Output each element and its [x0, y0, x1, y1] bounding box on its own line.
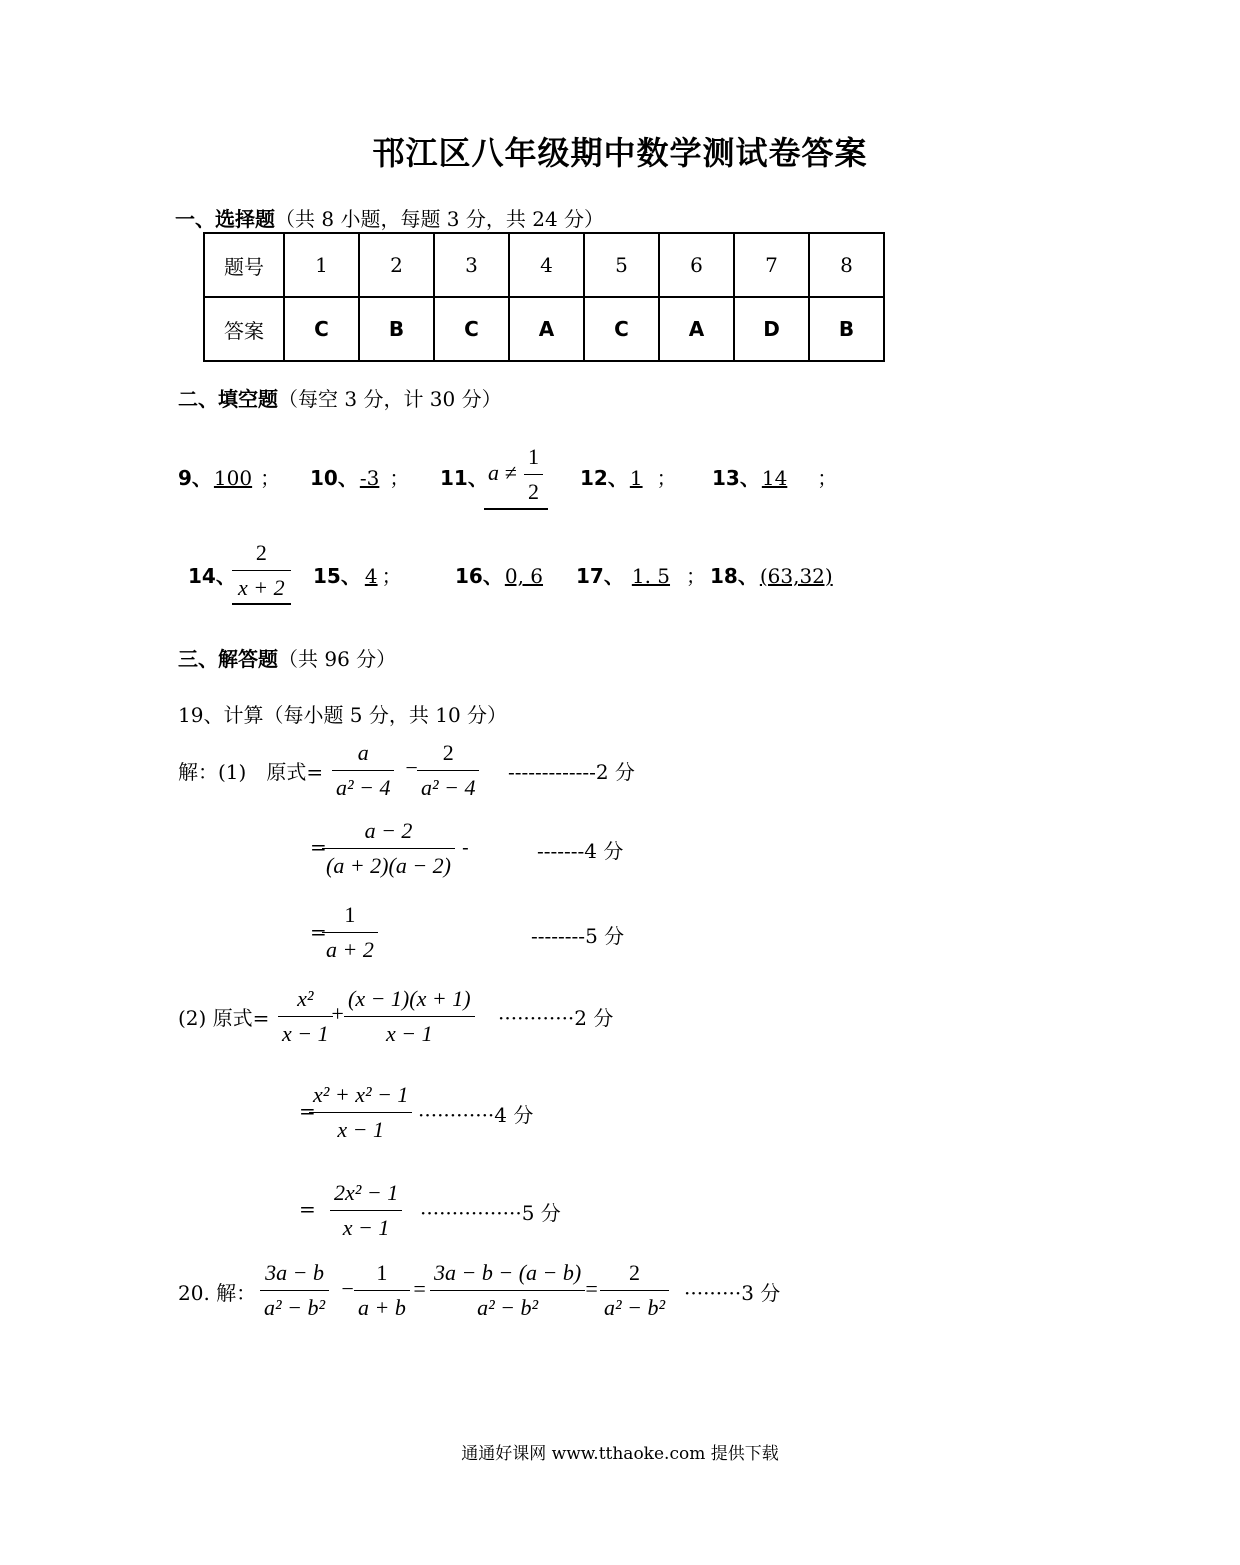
denominator: a² − 4	[332, 770, 394, 801]
q11-lhs: a ≠	[488, 460, 517, 485]
q10-answer: -3	[359, 466, 380, 490]
score: --------5 分	[531, 924, 625, 948]
q16	[455, 560, 563, 589]
q11-den: 2	[524, 474, 543, 505]
question-number: 5	[584, 233, 659, 297]
q17-label: 17、	[576, 564, 624, 588]
answer-cell: C	[434, 297, 509, 361]
equals: =	[310, 835, 327, 859]
denominator: (a + 2)(a − 2)	[322, 848, 455, 879]
q18	[710, 560, 843, 589]
page-title: 邗江区八年级期中数学测试卷答案	[372, 134, 868, 172]
question-number: 4	[509, 233, 584, 297]
footer-credit: 通通好课网 www.tthaoke.com 提供下载	[461, 1444, 779, 1464]
q9	[178, 462, 280, 491]
question-number: 6	[659, 233, 734, 297]
denominator: a² − b²	[430, 1290, 585, 1321]
answer-cell: B	[359, 297, 434, 361]
question-number: 1	[284, 233, 359, 297]
score: ·········3 分	[684, 1281, 781, 1305]
equals: =	[299, 1099, 316, 1123]
equals: =	[299, 1197, 316, 1221]
section3-note: （共 96 分）	[278, 647, 397, 671]
question-number: 3	[434, 233, 509, 297]
denominator: a² − b²	[600, 1290, 669, 1321]
fraction	[278, 986, 333, 1047]
fraction	[332, 740, 394, 801]
q19-p2-label: (2) 原式=	[178, 1006, 270, 1030]
q11-fraction	[524, 444, 543, 505]
q15	[313, 560, 402, 589]
equals: =	[584, 1276, 599, 1301]
numerator: x² + x² − 1	[313, 1082, 409, 1107]
section2-heading: 二、填空题	[178, 387, 278, 411]
fraction	[309, 1082, 412, 1143]
denominator: x − 1	[344, 1016, 475, 1047]
q12	[580, 462, 677, 491]
q18-answer: (63,32)	[759, 564, 833, 588]
score: -------4 分	[537, 839, 624, 863]
q11-label: 11、	[440, 466, 488, 490]
fraction	[260, 1260, 329, 1321]
fraction	[600, 1260, 669, 1321]
denominator: x − 1	[309, 1112, 412, 1143]
denominator: a + 2	[322, 932, 378, 963]
section1-heading: 一、选择题	[175, 207, 275, 231]
answer-cell: C	[284, 297, 359, 361]
equals: =	[310, 920, 327, 944]
denominator: a² − b²	[260, 1290, 329, 1321]
numerator: x²	[297, 986, 314, 1011]
answer-cell: D	[734, 297, 809, 361]
q20-label: 20. 解：	[178, 1281, 257, 1305]
section3-header	[178, 643, 396, 672]
denominator: x − 1	[278, 1016, 333, 1047]
q9-sep: ；	[260, 466, 281, 490]
q13	[712, 462, 837, 491]
answer-table	[203, 232, 885, 362]
q17	[576, 560, 706, 589]
q15-answer: 4	[364, 564, 378, 588]
q16-label: 16、	[455, 564, 503, 588]
fraction	[354, 1260, 410, 1321]
q15-sep: ；	[381, 564, 402, 588]
numerator: 3a − b	[265, 1260, 324, 1285]
q17-answer: 1. 5	[631, 564, 671, 588]
numerator: 1	[376, 1260, 388, 1285]
operator: −	[340, 1276, 355, 1301]
table-row	[204, 233, 884, 297]
table-row	[204, 297, 884, 361]
operator: +	[330, 1001, 345, 1026]
fraction	[417, 740, 479, 801]
q14-answer	[232, 540, 291, 605]
q12-answer: 1	[629, 466, 643, 490]
q10-label: 10、	[310, 466, 358, 490]
q11	[440, 462, 488, 491]
q9-label: 9、	[178, 466, 212, 490]
section2-header	[178, 383, 502, 412]
q11-answer	[484, 444, 548, 510]
row-label-answer: 答案	[204, 297, 284, 361]
q14-num: 2	[255, 540, 267, 565]
numerator: 2	[442, 740, 454, 765]
q16-answer: 0, 6	[504, 564, 544, 588]
question-number: 7	[734, 233, 809, 297]
q13-label: 13、	[712, 466, 760, 490]
numerator: 3a − b − (a − b)	[434, 1260, 582, 1285]
q11-num: 1	[528, 444, 539, 469]
q14	[188, 560, 236, 589]
score: -------------2 分	[508, 760, 635, 784]
answer-cell: B	[809, 297, 884, 361]
answer-cell: A	[659, 297, 734, 361]
equals: =	[412, 1276, 427, 1301]
q14-den: x + 2	[232, 570, 291, 601]
numerator: a	[357, 740, 369, 765]
fraction	[430, 1260, 585, 1321]
q13-sep: ；	[817, 466, 838, 490]
denominator: a² − 4	[417, 770, 479, 801]
q10	[310, 462, 409, 491]
denominator: a + b	[354, 1290, 410, 1321]
fraction	[344, 986, 475, 1047]
numerator: 2	[629, 1260, 641, 1285]
fraction	[330, 1180, 402, 1241]
section1-note: （共 8 小题，每题 3 分，共 24 分）	[275, 207, 605, 231]
q9-answer: 100	[213, 466, 253, 490]
score: ············4 分	[418, 1103, 534, 1127]
numerator: 2x² − 1	[334, 1180, 399, 1205]
q12-label: 12、	[580, 466, 628, 490]
numerator: 1	[344, 902, 356, 927]
q10-sep: ；	[389, 466, 410, 490]
question-number: 2	[359, 233, 434, 297]
question-number: 8	[809, 233, 884, 297]
numerator: a − 2	[364, 818, 413, 843]
section2-note: （每空 3 分，计 30 分）	[278, 387, 502, 411]
q17-sep: ；	[686, 564, 707, 588]
fraction	[322, 818, 455, 879]
operator: −	[404, 755, 419, 780]
q19-heading: 19、计算（每小题 5 分，共 10 分）	[178, 703, 508, 727]
q13-answer: 14	[761, 466, 788, 490]
answer-cell: C	[584, 297, 659, 361]
q12-sep: ；	[656, 466, 677, 490]
fraction	[322, 902, 378, 963]
dash: -	[462, 835, 469, 859]
section1-header	[175, 203, 604, 232]
q19-p1-label: 解：(1) 原式=	[178, 760, 324, 784]
section3-heading: 三、解答题	[178, 647, 278, 671]
q15-label: 15、	[313, 564, 361, 588]
answer-cell: A	[509, 297, 584, 361]
score: ············2 分	[498, 1006, 614, 1030]
denominator: x − 1	[330, 1210, 402, 1241]
q18-label: 18、	[710, 564, 758, 588]
score: ················5 分	[420, 1201, 561, 1225]
q14-label: 14、	[188, 564, 236, 588]
numerator: (x − 1)(x + 1)	[348, 986, 471, 1011]
row-label-number: 题号	[204, 233, 284, 297]
